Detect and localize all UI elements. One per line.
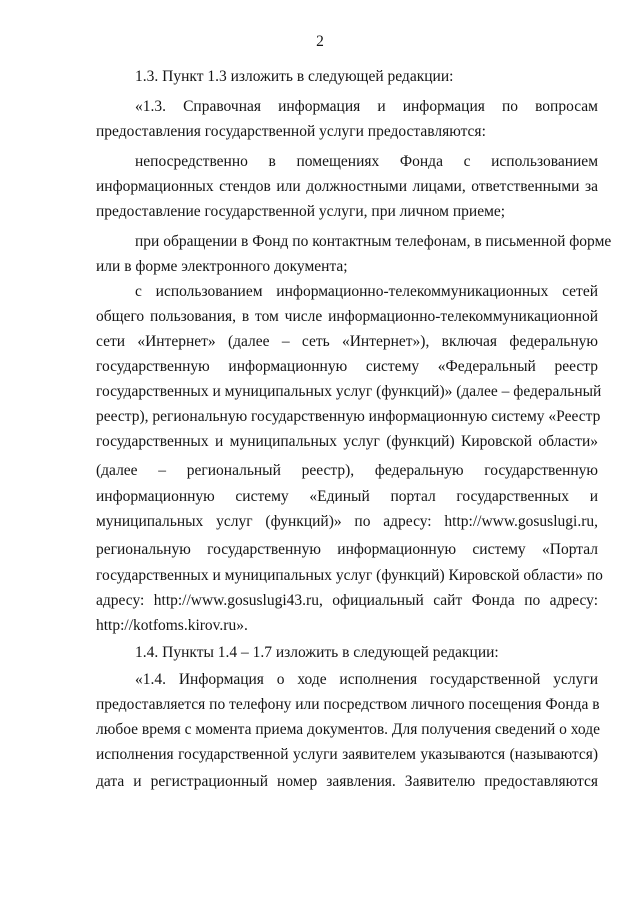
text-line: адресу: http://www.gosuslugi43.ru, официальный сайт Фонда по адресу: — [96, 592, 598, 609]
text-line: непосредственно в помещениях Фонда с использованием — [135, 153, 598, 170]
text-line: муниципальных услуг (функций)» по адресу: http://www.gosuslugi.ru, — [96, 513, 598, 530]
text-line: государственных и муниципальных услуг (функций) Кировской области» — [96, 433, 598, 450]
text-line: «1.3. Справочная информация и информация по вопросам — [135, 98, 598, 115]
text-line: (далее – региональный реестр), федеральную государственную — [96, 462, 598, 479]
text-line: информационных стендов или должностными лицами, ответственными за — [96, 178, 598, 195]
page-number: 2 — [316, 33, 324, 50]
text-line: при обращении в Фонд по контактным телефонам, в письменной форме — [135, 233, 612, 250]
text-line: «1.4. Информация о ходе исполнения государственной услуги — [135, 671, 598, 688]
text-line: региональную государственную информационную систему «Портал — [96, 541, 598, 558]
text-line: любое время с момента приема документов. Для получения сведений о ходе — [96, 721, 600, 738]
text-line: предоставление государственной услуги, при личном приеме; — [96, 203, 506, 220]
text-line: http://kotfoms.kirov.ru». — [96, 617, 248, 634]
text-line: предоставляется по телефону или посредством личного посещения Фонда в — [96, 696, 600, 713]
text-line: общего пользования, в том числе информационно-телекоммуникационной — [96, 308, 598, 325]
text-line: исполнения государственной услуги заявителем указываются (называются) — [96, 746, 598, 763]
text-line: 1.3. Пункт 1.3 изложить в следующей редакции: — [135, 68, 454, 85]
text-line: с использованием информационно-телекоммуникационных сетей — [135, 283, 598, 300]
text-line: реестр), региональную государственную информационную систему «Реестр — [96, 408, 601, 425]
text-line: информационную систему «Единый портал государственных и — [96, 488, 598, 505]
text-line: государственных и муниципальных услуг (функций) Кировской области» по — [96, 567, 603, 584]
text-line: государственных и муниципальных услуг (функций)» (далее – федеральный — [96, 383, 602, 400]
text-line: дата и регистрационный номер заявления. Заявителю предоставляются — [96, 773, 598, 790]
text-line: сети «Интернет» (далее – сеть «Интернет»), включая федеральную — [96, 333, 598, 350]
text-line: или в форме электронного документа; — [96, 258, 348, 275]
text-line: предоставления государственной услуги предоставляются: — [96, 123, 486, 140]
text-line: 1.4. Пункты 1.4 – 1.7 изложить в следующей редакции: — [135, 644, 499, 661]
text-line: государственную информационную систему «Федеральный реестр — [96, 358, 598, 375]
